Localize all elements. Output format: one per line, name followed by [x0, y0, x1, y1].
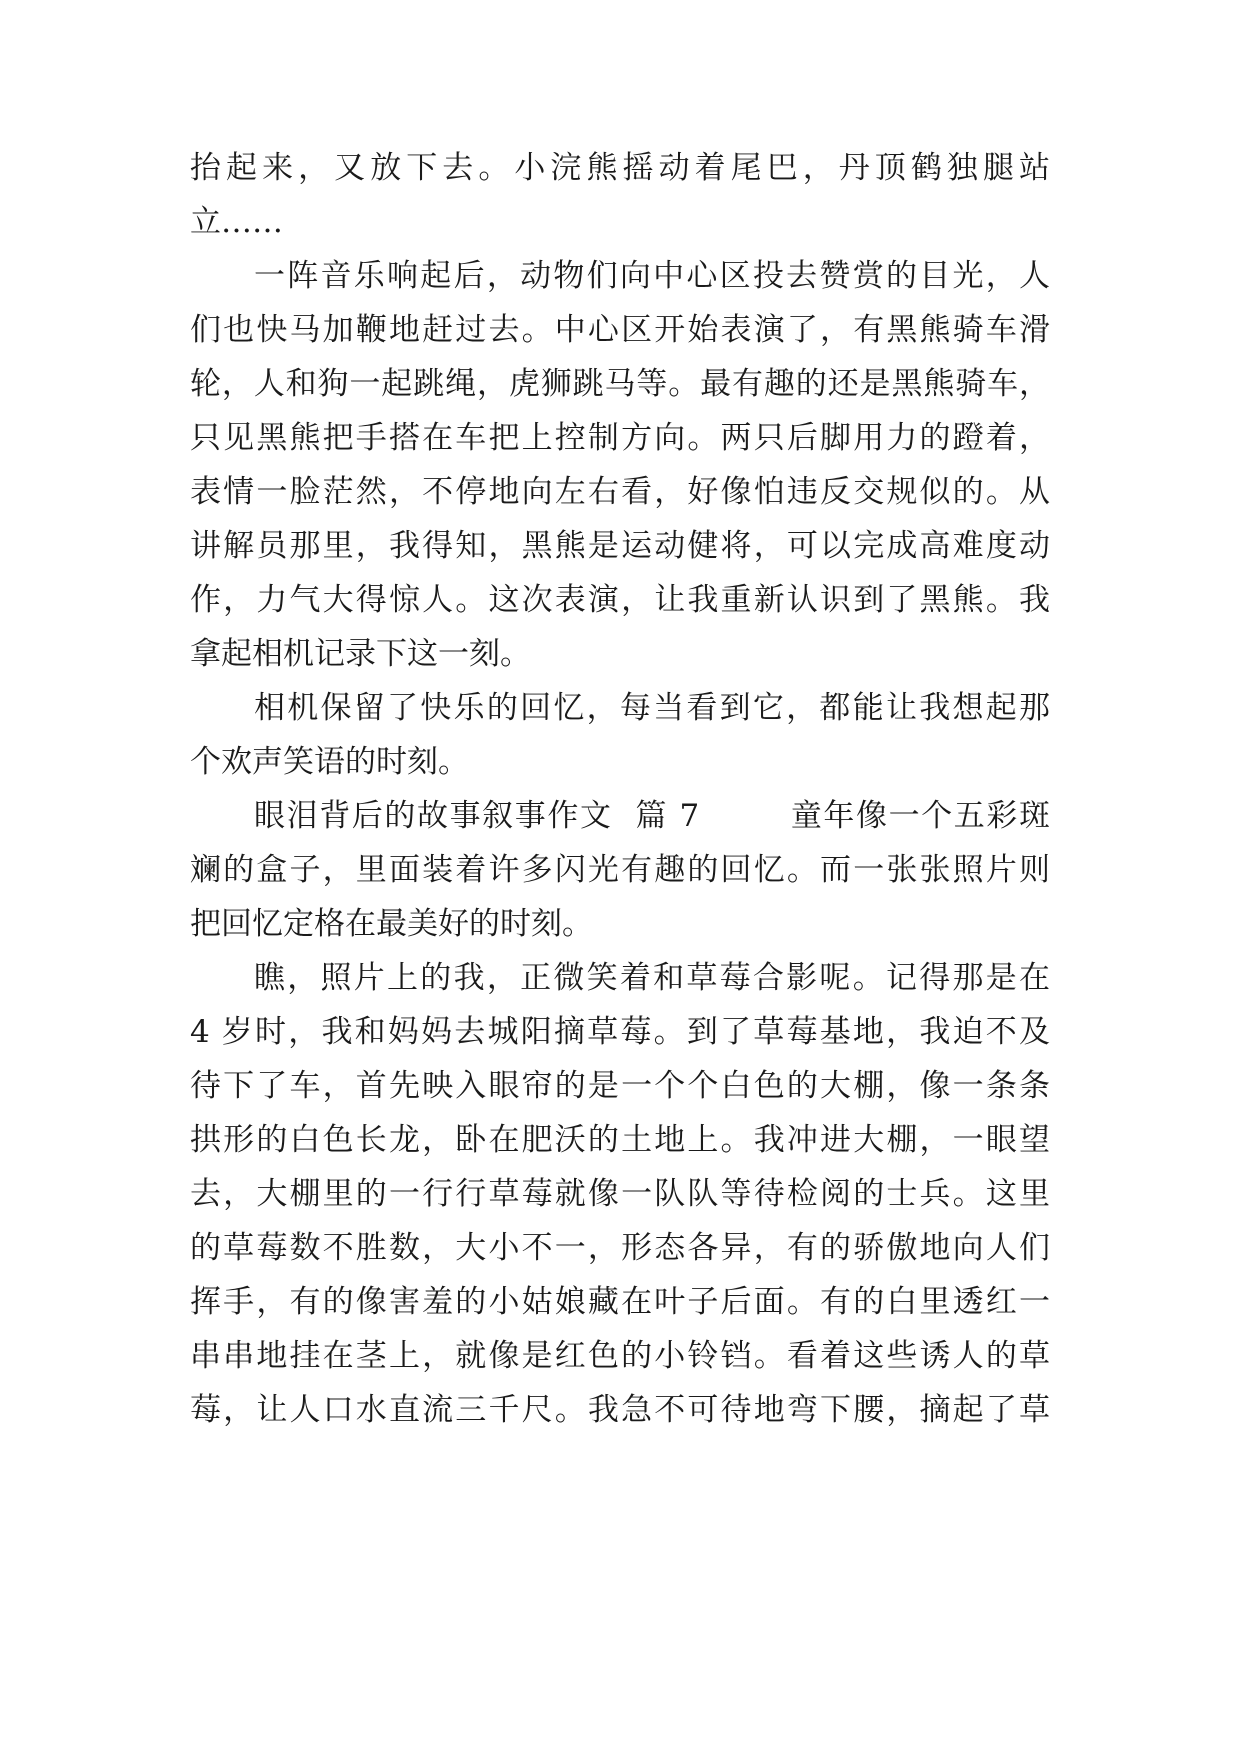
text-line: 4 岁时，我和妈妈去城阳摘草莓。到了草莓基地，我迫不及	[190, 1014, 1050, 1050]
text-line: 斓的盒子，里面装着许多闪光有趣的回忆。而一张张照片则	[190, 852, 1050, 888]
text-line: 串串地挂在茎上，就像是红色的小铃铛。看着这些诱人的草	[190, 1338, 1050, 1374]
paragraph-first-line: 一阵音乐响起后，动物们向中心区投去赞赏的目光，人	[254, 258, 1050, 294]
section-heading-line: 眼泪背后的故事叙事作文 篇 7 童年像一个五彩斑	[254, 798, 1050, 834]
text-line: 去，大棚里的一行行草莓就像一队队等待检阅的士兵。这里	[190, 1176, 1050, 1212]
text-line: 拱形的白色长龙，卧在肥沃的土地上。我冲进大棚，一眼望	[190, 1122, 1050, 1158]
text-line: 莓，让人口水直流三千尺。我急不可待地弯下腰，摘起了草	[190, 1392, 1050, 1428]
text-line: 只见黑熊把手搭在车把上控制方向。两只后脚用力的蹬着，	[190, 420, 1050, 456]
text-line: 把回忆定格在最美好的时刻。	[190, 906, 593, 942]
text-line: 的草莓数不胜数，大小不一，形态各异，有的骄傲地向人们	[190, 1230, 1050, 1266]
text-line: 拿起相机记录下这一刻。	[190, 636, 531, 672]
paragraph-first-line: 相机保留了快乐的回忆，每当看到它，都能让我想起那	[254, 690, 1050, 726]
text-line: 轮，人和狗一起跳绳，虎狮跳马等。最有趣的还是黑熊骑车，	[190, 366, 1050, 402]
text-line: 抬起来，又放下去。小浣熊摇动着尾巴，丹顶鹤独腿站	[190, 150, 1050, 186]
text-line: 立……	[190, 204, 283, 240]
text-line: 们也快马加鞭地赶过去。中心区开始表演了，有黑熊骑车滑	[190, 312, 1050, 348]
text-line: 作，力气大得惊人。这次表演，让我重新认识到了黑熊。我	[190, 582, 1050, 618]
text-line: 个欢声笑语的时刻。	[190, 744, 469, 780]
text-line: 待下了车，首先映入眼帘的是一个个白色的大棚，像一条条	[190, 1068, 1050, 1104]
text-line: 挥手，有的像害羞的小姑娘藏在叶子后面。有的白里透红一	[190, 1284, 1050, 1320]
text-line: 表情一脸茫然，不停地向左右看，好像怕违反交规似的。从	[190, 474, 1050, 510]
text-line: 讲解员那里，我得知，黑熊是运动健将，可以完成高难度动	[190, 528, 1050, 564]
paragraph-first-line: 瞧，照片上的我，正微笑着和草莓合影呢。记得那是在	[254, 960, 1050, 996]
